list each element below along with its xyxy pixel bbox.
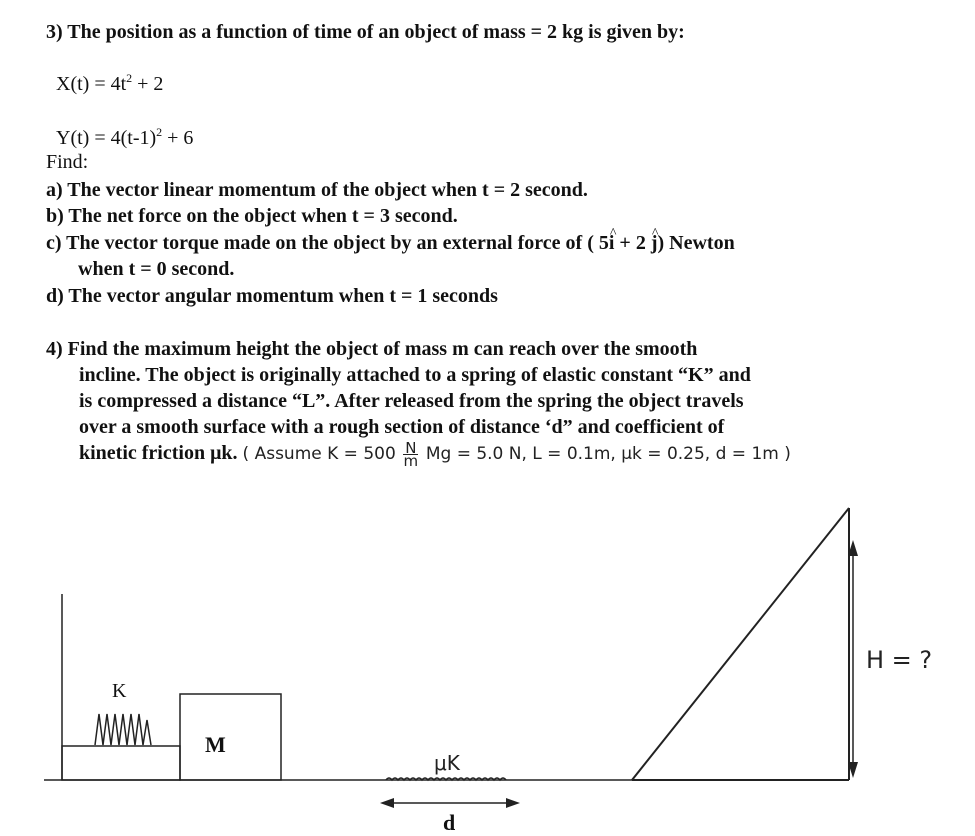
x-exponent: 2 <box>126 71 133 85</box>
spring-base-block <box>62 746 180 780</box>
x-rhs: + 2 <box>132 73 164 95</box>
x-lhs: X(t) = 4t <box>56 73 127 95</box>
q3-part-d: d) The vector angular momentum when t = 1 seconds <box>46 285 498 307</box>
frac-den: m <box>403 451 419 470</box>
y-rhs: + 6 <box>162 127 194 149</box>
rough-section-squiggle <box>386 778 506 780</box>
find-label: Find: <box>46 151 89 173</box>
mass-block <box>180 694 281 780</box>
distance-label: d <box>443 810 456 835</box>
incline-slope <box>632 508 849 780</box>
y-lhs: Y(t) = 4(t-1) <box>56 127 157 149</box>
q4-line4: over a smooth surface with a rough section of distance ‘d” and coefficient of <box>79 416 725 438</box>
unit-vector-i: ^ i <box>609 231 615 255</box>
q4-line1: 4) Find the maximum height the object of mass m can reach over the smooth <box>46 338 698 360</box>
q4-line2: incline. The object is originally attached to a spring of elastic constant “K” and <box>79 364 751 386</box>
distance-arrow-left-head <box>380 798 394 808</box>
c-text-pre: c) The vector torque made on the object by an external force of ( 5 <box>46 232 609 254</box>
spring-label: K <box>112 680 127 702</box>
unit-vector-j: ^ j <box>651 231 658 255</box>
c-text-mid: + 2 <box>614 232 651 254</box>
q3-part-b: b) The net force on the object when t = 3 second. <box>46 205 458 227</box>
height-label: H = ? <box>866 646 933 674</box>
q3-part-c-line2: when t = 0 second. <box>78 258 235 280</box>
q4-line3: is compressed a distance “L”. After released from the spring the object travels <box>79 390 744 412</box>
frac-num: N <box>405 438 417 457</box>
q4-friction-text: kinetic friction μk. <box>79 442 238 464</box>
spring-icon <box>95 714 151 745</box>
friction-label: μK <box>434 751 460 775</box>
y-exponent: 2 <box>156 125 163 139</box>
c-text-post: ) Newton <box>657 232 735 254</box>
assume-post: Mg = 5.0 N, L = 0.1m, μk = 0.25, d = 1m ) <box>420 444 791 464</box>
assume-pre: ( Assume K = 500 <box>242 444 402 464</box>
mass-label: M <box>205 732 226 757</box>
q3-part-a: a) The vector linear momentum of the object when t = 2 second. <box>46 179 588 201</box>
q3-intro: 3) The position as a function of time of an object of mass = 2 kg is given by: <box>46 21 685 43</box>
distance-arrow-right-head <box>506 798 520 808</box>
